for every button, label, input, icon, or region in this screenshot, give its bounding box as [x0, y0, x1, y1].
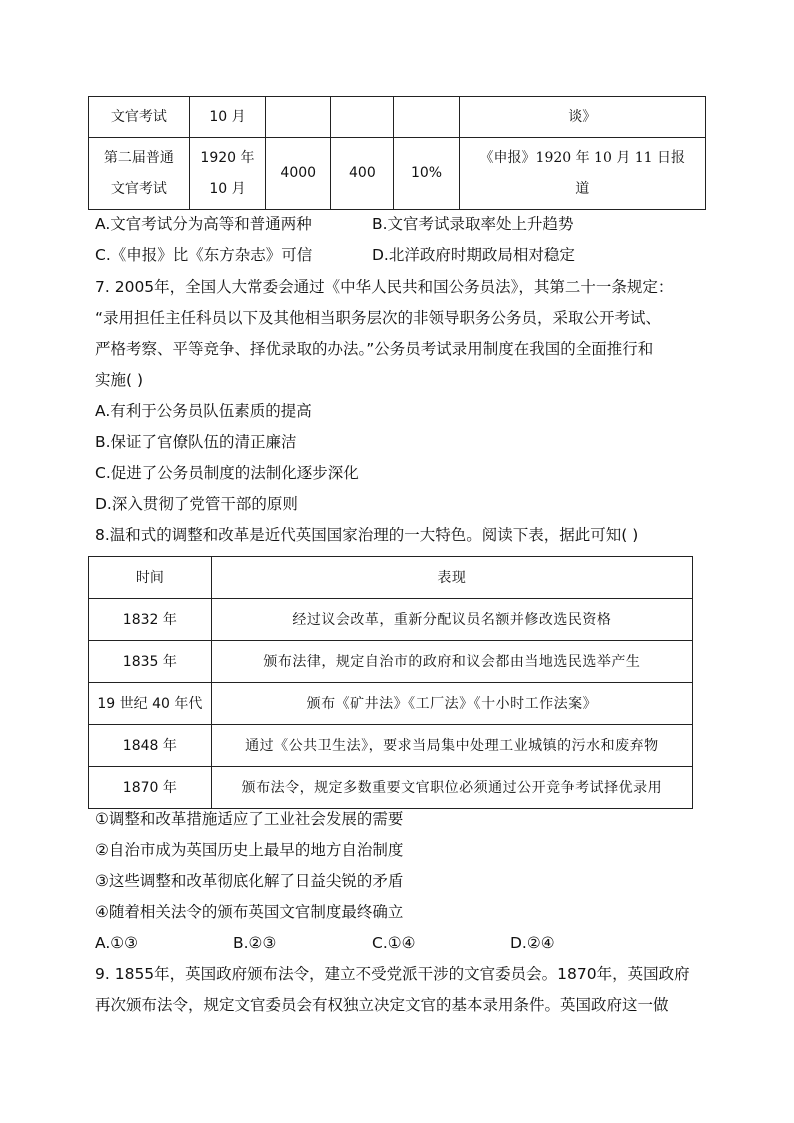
table-cell	[331, 97, 394, 138]
q6-option-c: C.《申报》比《东方杂志》可信	[95, 246, 313, 264]
table-cell: 文官考试	[89, 97, 190, 138]
cell-line: 道	[575, 180, 590, 197]
table-header-cell: 表现	[211, 557, 692, 599]
q8-statement-4: ④随着相关法令的颁布英国文官制度最终确立	[95, 903, 404, 921]
q8-statement-1: ①调整和改革措施适应了工业社会发展的需要	[95, 810, 404, 828]
q8-option-a: A.①③	[95, 934, 139, 952]
q6-option-d: D.北洋政府时期政局相对稳定	[372, 246, 575, 264]
table-row	[89, 97, 706, 138]
reform-table	[88, 556, 693, 809]
table-row	[89, 725, 693, 767]
table-cell: 颁布《矿井法》《工厂法》《十小时工作法案》	[211, 683, 692, 725]
table-cell: 19 世纪 40 年代	[89, 683, 212, 725]
q7-option-d: D.深入贯彻了党管干部的原则	[95, 495, 298, 513]
table-cell: 4000	[266, 138, 331, 210]
table-cell: 颁布法令，规定多数重要文官职位必须通过公开竞争考试择优录用	[211, 767, 692, 809]
q7-stem-line: 严格考察、平等竞争、择优录取的办法。”公务员考试录用制度在我国的全面推行和	[95, 340, 654, 358]
table-cell: 经过议会改革，重新分配议员名额并修改选民资格	[211, 599, 692, 641]
q7-stem-line: 7. 2005年，全国人大常委会通过《中华人民共和国公务员法》，其第二十一条规定：	[95, 278, 674, 296]
table-cell: 1870 年	[89, 767, 212, 809]
table-cell	[394, 97, 459, 138]
q6-option-b: B.文官考试录取率处上升趋势	[372, 215, 574, 233]
q8-option-b: B.②③	[233, 934, 277, 952]
q6-option-a: A.文官考试分为高等和普通两种	[95, 215, 312, 233]
table-row	[89, 138, 706, 210]
table-cell: 1835 年	[89, 641, 212, 683]
table-row	[89, 599, 693, 641]
table-cell	[89, 138, 190, 210]
q7-stem-line: “录用担任主任科员以下及其他相当职务层次的非领导职务公务员，采取公开考试、	[95, 309, 662, 327]
table-cell: 10%	[394, 138, 459, 210]
table-cell	[189, 138, 265, 210]
q9-stem-line: 9. 1855年，英国政府颁布法令，建立不受党派干涉的文官委员会。1870年，英国政府	[95, 965, 690, 983]
table-row	[89, 683, 693, 725]
q7-option-c: C.促进了公务员制度的法制化逐步深化	[95, 464, 359, 482]
cell-line: 文官考试	[110, 180, 167, 197]
table-cell	[266, 97, 331, 138]
exam-table	[88, 96, 706, 210]
table-cell: 1832 年	[89, 599, 212, 641]
table-row	[89, 641, 693, 683]
q8-option-d: D.②④	[510, 934, 555, 952]
table-cell: 通过《公共卫生法》，要求当局集中处理工业城镇的污水和废弃物	[211, 725, 692, 767]
q8-statement-2: ②自治市成为英国历史上最早的地方自治制度	[95, 841, 404, 859]
table-row	[89, 767, 693, 809]
table-cell: 谈》	[459, 97, 705, 138]
q8-statement-3: ③这些调整和改革彻底化解了日益尖锐的矛盾	[95, 872, 404, 890]
q8-option-c: C.①④	[372, 934, 416, 952]
table-header-row	[89, 557, 693, 599]
table-cell	[459, 138, 705, 210]
cell-line: 《申报》1920 年 10 月 11 日报	[479, 149, 686, 166]
q7-option-b: B.保证了官僚队伍的清正廉洁	[95, 433, 297, 451]
cell-line: 第二届普通	[103, 149, 174, 166]
cell-line: 10 月	[209, 180, 246, 197]
table-cell: 10 月	[189, 97, 265, 138]
table-cell: 1848 年	[89, 725, 212, 767]
table-cell: 颁布法律，规定自治市的政府和议会都由当地选民选举产生	[211, 641, 692, 683]
q7-option-a: A.有利于公务员队伍素质的提高	[95, 402, 312, 420]
table-header-cell: 时间	[89, 557, 212, 599]
table-cell: 400	[331, 138, 394, 210]
q9-stem-line: 再次颁布法令，规定文官委员会有权独立决定文官的基本录用条件。英国政府这一做	[95, 996, 669, 1014]
cell-line: 1920 年	[200, 149, 255, 166]
q8-stem: 8.温和式的调整和改革是近代英国国家治理的一大特色。阅读下表，据此可知( )	[95, 526, 639, 544]
q7-stem-line: 实施( )	[95, 371, 144, 389]
